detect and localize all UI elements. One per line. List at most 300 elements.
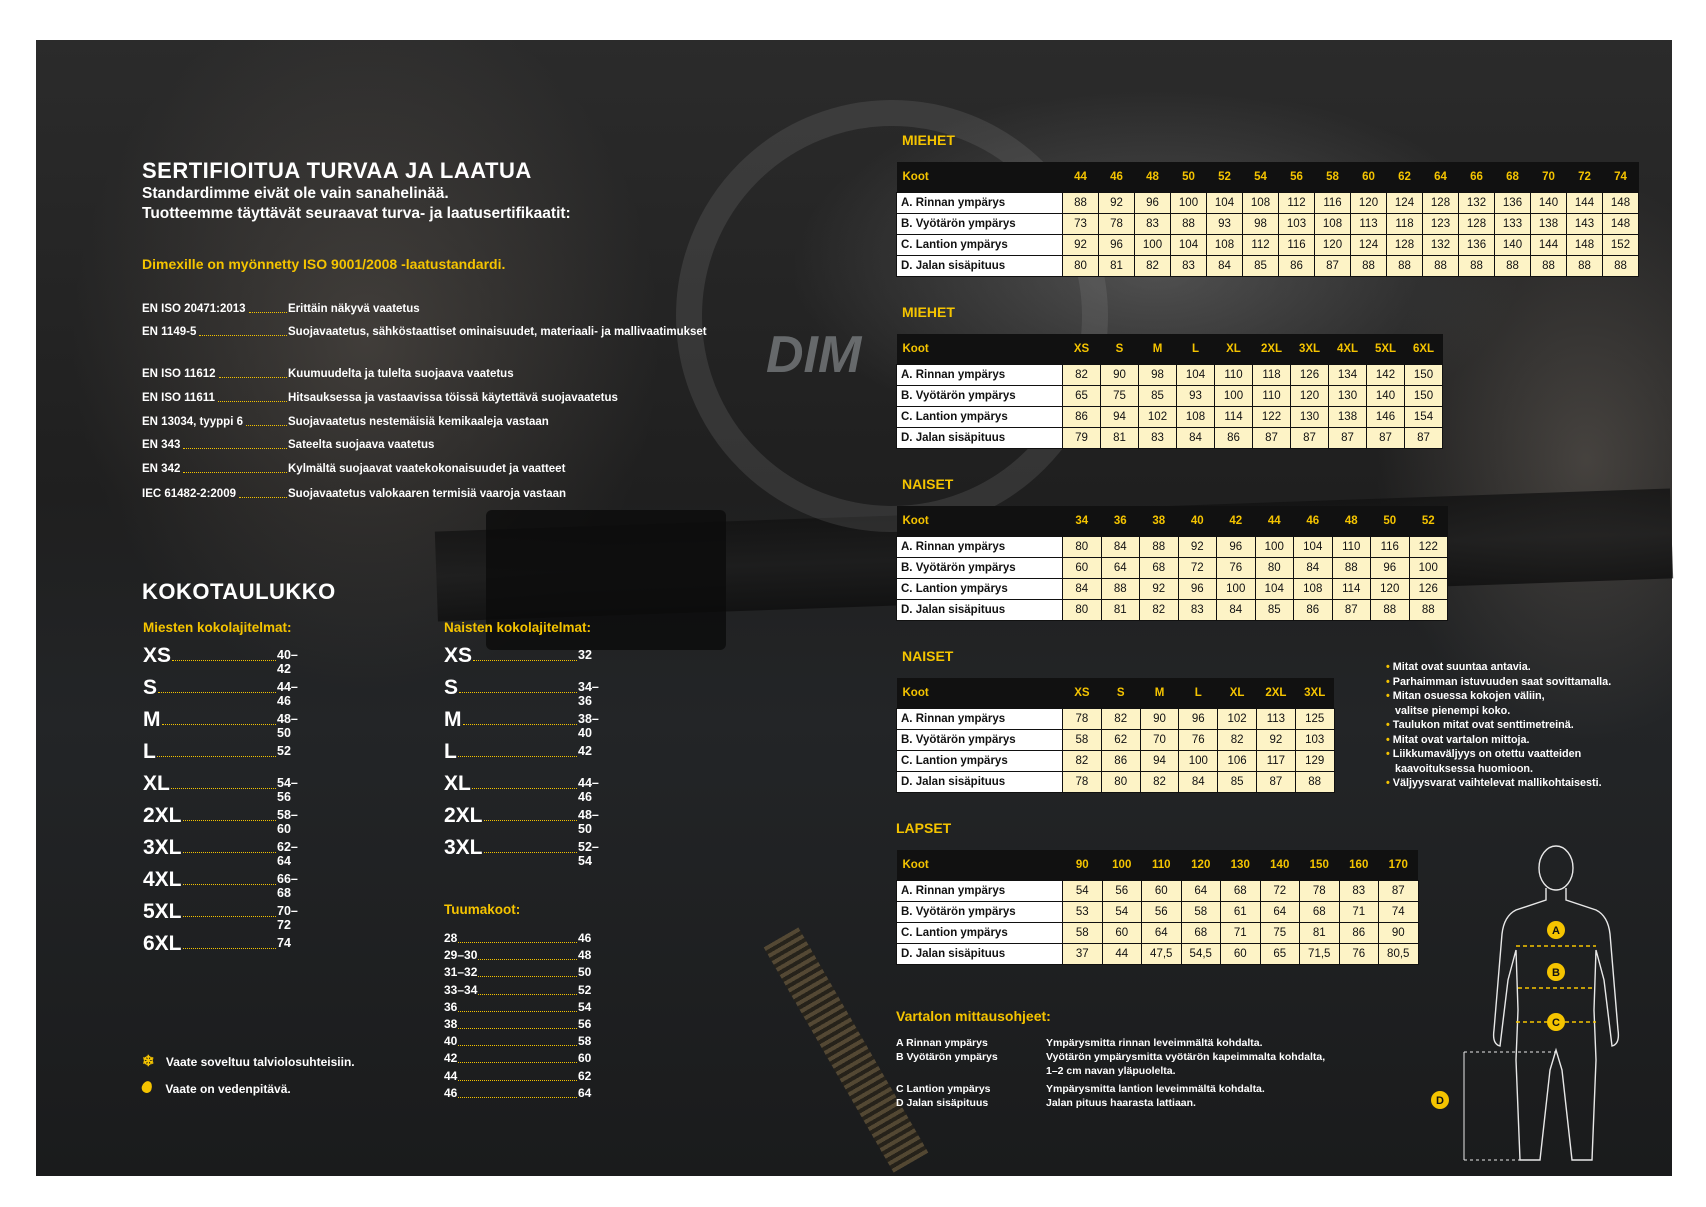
row-label: A. Rinnan ympärys — [897, 537, 1063, 558]
table-cell: 120 — [1315, 235, 1351, 256]
size-column-header: 170 — [1379, 850, 1419, 881]
table-cell: 54 — [1102, 902, 1142, 923]
inch-value: 48 — [578, 948, 592, 963]
table-cell: 104 — [1255, 579, 1294, 600]
measure-key: C Lantion ympärys — [896, 1083, 991, 1095]
row-label: C. Lantion ympärys — [897, 235, 1063, 256]
table-cell: 90 — [1101, 365, 1139, 386]
table-cell: 116 — [1371, 537, 1410, 558]
table-cell: 73 — [1063, 214, 1099, 235]
size-column-header: 6XL — [1405, 334, 1443, 365]
table-cell: 61 — [1221, 902, 1261, 923]
table-cell: 81 — [1101, 428, 1139, 449]
marker-a — [1547, 921, 1565, 939]
table-cell: 60 — [1102, 923, 1142, 944]
table-cell: 86 — [1101, 751, 1140, 772]
inch-value: 56 — [578, 1017, 592, 1031]
table-cell: 82 — [1218, 730, 1257, 751]
size-column-header: M — [1139, 334, 1177, 365]
dot-leader — [458, 1028, 577, 1029]
table-cell: 64 — [1101, 558, 1140, 579]
size-label: 5XL — [143, 900, 182, 923]
table-cell: 92 — [1099, 193, 1135, 214]
size-table — [896, 850, 1419, 965]
table-row — [897, 235, 1639, 256]
size-notes — [1386, 660, 1611, 791]
table-cell: 54,5 — [1181, 944, 1221, 965]
size-table — [896, 162, 1639, 277]
size-table-title: NAISET — [902, 648, 954, 664]
table-row — [897, 881, 1419, 902]
measure-desc: Ympärysmitta lantion leveimmältä kohdalta. — [1046, 1083, 1265, 1095]
table-cell: 60 — [1063, 558, 1102, 579]
table-cell: 117 — [1256, 751, 1295, 772]
table-cell: 85 — [1255, 600, 1294, 621]
note-line — [1386, 689, 1611, 704]
table-cell: 93 — [1177, 386, 1215, 407]
table-cell: 87 — [1291, 428, 1329, 449]
size-column-header: XS — [1063, 678, 1102, 709]
table-cell: 90 — [1379, 923, 1419, 944]
table-cell: 60 — [1221, 944, 1261, 965]
note-line — [1386, 660, 1611, 675]
table-cell: 88 — [1295, 772, 1334, 793]
table-cell: 148 — [1603, 214, 1639, 235]
row-label: C. Lantion ympärys — [897, 751, 1063, 772]
measure-title: Vartalon mittausohjeet: — [896, 1008, 1051, 1024]
table-row — [897, 256, 1639, 277]
note-line — [1386, 718, 1611, 733]
table-cell: 140 — [1367, 386, 1405, 407]
table-cell: 82 — [1101, 709, 1140, 730]
cert-description: Kuumuudelta ja tulelta suojaava vaatetus — [288, 368, 514, 380]
table-cell: 88 — [1351, 256, 1387, 277]
table-row — [897, 730, 1335, 751]
size-column-header: L — [1177, 334, 1215, 365]
table-cell: 110 — [1215, 365, 1253, 386]
size-row — [143, 804, 298, 836]
table-row — [897, 902, 1419, 923]
note-text: Mitan osuessa kokojen väliin, — [1392, 690, 1545, 702]
dot-leader — [199, 334, 287, 336]
table-cell: 150 — [1405, 365, 1443, 386]
table-cell: 82 — [1063, 751, 1102, 772]
table-cell: 144 — [1567, 193, 1603, 214]
note-text: Liikkumaväljyys on otettu vaatteiden — [1392, 748, 1582, 760]
size-column-header: 34 — [1063, 506, 1102, 537]
dot-leader — [158, 692, 276, 693]
table-cell: 96 — [1371, 558, 1410, 579]
cert-code: EN ISO 20471:2013 — [142, 303, 246, 315]
table-cell: 70 — [1140, 730, 1179, 751]
table-cell: 54 — [1063, 881, 1103, 902]
table-cell: 113 — [1351, 214, 1387, 235]
size-value: 48–50 — [578, 808, 599, 836]
size-column-header: 2XL — [1256, 678, 1295, 709]
inch-row — [444, 999, 592, 1014]
table-cell: 76 — [1179, 730, 1218, 751]
size-row — [143, 900, 298, 932]
table-cell: 58 — [1181, 902, 1221, 923]
table-cell: 126 — [1409, 579, 1448, 600]
cert-item — [142, 487, 702, 517]
size-column-header: 72 — [1567, 162, 1603, 193]
size-column-header: 90 — [1063, 850, 1103, 881]
cert-description: Erittäin näkyvä vaatetus — [288, 303, 420, 315]
size-row — [444, 644, 592, 668]
size-column-header: 36 — [1101, 506, 1140, 537]
dot-leader — [183, 948, 276, 949]
size-column-header: 52 — [1207, 162, 1243, 193]
table-cell: 103 — [1295, 730, 1334, 751]
row-label: A. Rinnan ympärys — [897, 881, 1063, 902]
table-cell: 88 — [1063, 193, 1099, 214]
table-cell: 86 — [1339, 923, 1379, 944]
row-label: A. Rinnan ympärys — [897, 709, 1063, 730]
measure-key: B Vyötärön ympärys — [896, 1051, 998, 1063]
dot-leader — [458, 1080, 577, 1081]
table-cell: 96 — [1217, 537, 1256, 558]
size-table — [896, 334, 1443, 449]
table-cell: 132 — [1423, 235, 1459, 256]
table-cell: 84 — [1217, 600, 1256, 621]
size-row — [143, 836, 298, 868]
cert-description: Hitsauksessa ja vastaavissa töissä käytettävä suojavaatetus — [288, 392, 618, 404]
inch-label: 38 — [444, 1017, 458, 1031]
table-cell: 64 — [1260, 902, 1300, 923]
cert-description: Kylmältä suojaavat vaatekokonaisuudet ja vaatteet — [288, 463, 566, 475]
table-cell: 94 — [1101, 407, 1139, 428]
inch-row — [444, 931, 592, 945]
size-value: 54–56 — [277, 776, 298, 804]
table-cell: 72 — [1178, 558, 1217, 579]
table-cell: 86 — [1215, 428, 1253, 449]
size-chart-title: KOKOTAULUKKO — [142, 579, 336, 604]
table-cell: 142 — [1367, 365, 1405, 386]
table-cell: 128 — [1387, 235, 1423, 256]
size-table-header — [897, 850, 1419, 881]
table-cell: 125 — [1295, 709, 1334, 730]
measure-desc: Vyötärön ympärysmitta vyötärön kapeimmalta kohdalta, — [1046, 1051, 1326, 1063]
table-cell: 88 — [1531, 256, 1567, 277]
cert-code: EN 1149-5 — [142, 326, 197, 338]
dot-leader — [473, 660, 577, 661]
table-cell: 88 — [1371, 600, 1410, 621]
table-cell: 108 — [1243, 193, 1279, 214]
table-row — [897, 751, 1335, 772]
table-cell: 104 — [1177, 365, 1215, 386]
size-label: S — [143, 676, 158, 699]
table-cell: 88 — [1495, 256, 1531, 277]
size-row — [444, 836, 599, 868]
size-label: 3XL — [143, 836, 182, 859]
size-label: 4XL — [143, 868, 182, 891]
cert-item — [142, 325, 707, 355]
size-column-header: 60 — [1351, 162, 1387, 193]
row-label: D. Jalan sisäpituus — [897, 772, 1063, 793]
koot-header: Koot — [897, 850, 1063, 881]
table-cell: 148 — [1603, 193, 1639, 214]
table-cell: 87 — [1315, 256, 1351, 277]
table-cell: 100 — [1171, 193, 1207, 214]
marker-d — [1431, 1091, 1449, 1109]
table-cell: 88 — [1101, 579, 1140, 600]
table-cell: 87 — [1256, 772, 1295, 793]
size-column-header: 48 — [1135, 162, 1171, 193]
size-label: XL — [444, 772, 471, 795]
table-cell: 76 — [1339, 944, 1379, 965]
size-column-header: 2XL — [1253, 334, 1291, 365]
table-row — [897, 923, 1419, 944]
cert-code: EN 13034, tyyppi 6 — [142, 416, 243, 428]
inch-value: 54 — [578, 999, 592, 1014]
size-row — [143, 708, 298, 740]
inch-row — [444, 1051, 592, 1066]
table-cell: 96 — [1179, 709, 1218, 730]
table-row — [897, 428, 1443, 449]
size-table-header — [897, 678, 1335, 709]
table-cell: 138 — [1329, 407, 1367, 428]
row-label: C. Lantion ympärys — [897, 407, 1063, 428]
inch-value: 64 — [578, 1085, 592, 1100]
table-cell: 53 — [1063, 902, 1103, 923]
size-table-title: NAISET — [902, 476, 954, 492]
table-cell: 100 — [1217, 579, 1256, 600]
koot-header: Koot — [897, 506, 1063, 537]
table-cell: 80 — [1101, 772, 1140, 793]
certification-title: SERTIFIOITUA TURVAA JA LAATUA — [142, 158, 532, 183]
koot-header: Koot — [897, 162, 1063, 193]
table-cell: 80 — [1063, 600, 1102, 621]
table-cell: 120 — [1371, 579, 1410, 600]
cert-code: EN ISO 11611 — [142, 392, 215, 404]
bullet-icon: • — [1386, 733, 1393, 746]
cert-code: EN 342 — [142, 463, 181, 475]
bullet-icon: • — [1386, 690, 1393, 702]
dot-leader — [249, 311, 287, 313]
size-column-header: 46 — [1294, 506, 1333, 537]
catalog-page — [36, 40, 1672, 1176]
table-cell: 96 — [1135, 193, 1171, 214]
size-row — [444, 708, 599, 740]
table-cell: 96 — [1099, 235, 1135, 256]
size-label: XS — [444, 644, 473, 667]
row-label: B. Vyötärön ympärys — [897, 730, 1063, 751]
table-cell: 98 — [1243, 214, 1279, 235]
table-cell: 118 — [1387, 214, 1423, 235]
table-cell: 47,5 — [1142, 944, 1182, 965]
size-column-header: XS — [1063, 334, 1101, 365]
size-column-header: 5XL — [1367, 334, 1405, 365]
dot-leader — [172, 660, 276, 661]
table-cell: 128 — [1423, 193, 1459, 214]
size-column-header: 70 — [1531, 162, 1567, 193]
size-value: 34–36 — [578, 680, 599, 708]
table-cell: 80 — [1063, 537, 1102, 558]
size-value: 62–64 — [277, 840, 298, 868]
table-cell: 87 — [1367, 428, 1405, 449]
table-cell: 75 — [1101, 386, 1139, 407]
table-cell: 79 — [1063, 428, 1101, 449]
table-row — [897, 709, 1335, 730]
table-cell: 56 — [1142, 902, 1182, 923]
dot-leader — [478, 976, 577, 977]
table-cell: 71 — [1221, 923, 1261, 944]
marker-c-label: C — [1552, 1017, 1560, 1029]
row-label: C. Lantion ympärys — [897, 923, 1063, 944]
table-cell: 113 — [1256, 709, 1295, 730]
size-row — [444, 740, 592, 764]
snowflake-icon: ❄ — [142, 1053, 155, 1070]
table-cell: 83 — [1135, 214, 1171, 235]
table-cell: 100 — [1255, 537, 1294, 558]
dot-leader — [458, 1011, 577, 1012]
table-cell: 88 — [1567, 256, 1603, 277]
measure-desc: Jalan pituus haarasta lattiaan. — [1046, 1097, 1196, 1109]
size-column-header: 50 — [1171, 162, 1207, 193]
table-cell: 81 — [1101, 600, 1140, 621]
note-line — [1386, 675, 1611, 690]
size-label: M — [143, 708, 161, 731]
table-cell: 138 — [1531, 214, 1567, 235]
table-cell: 108 — [1177, 407, 1215, 428]
note-text: Mitat ovat suuntaa antavia. — [1392, 661, 1531, 673]
note-text: Parhaimman istuvuuden saat sovittamalla. — [1392, 675, 1612, 688]
size-column-header: 68 — [1495, 162, 1531, 193]
bullet-icon: • — [1386, 661, 1393, 673]
table-cell: 100 — [1409, 558, 1448, 579]
dot-leader — [458, 756, 577, 757]
measure-key: D Jalan sisäpituus — [896, 1097, 989, 1109]
table-cell: 136 — [1459, 235, 1495, 256]
table-cell: 132 — [1459, 193, 1495, 214]
row-label: B. Vyötärön ympärys — [897, 386, 1063, 407]
row-label: C. Lantion ympärys — [897, 579, 1063, 600]
table-cell: 120 — [1291, 386, 1329, 407]
size-table-header — [897, 334, 1443, 365]
size-column-header: 54 — [1243, 162, 1279, 193]
table-row — [897, 386, 1443, 407]
note-line — [1386, 747, 1611, 762]
inch-label: 31–32 — [444, 965, 478, 980]
dot-leader — [239, 496, 287, 498]
table-cell: 37 — [1063, 944, 1103, 965]
inch-value: 50 — [578, 965, 592, 980]
table-cell: 144 — [1531, 235, 1567, 256]
table-cell: 104 — [1207, 193, 1243, 214]
table-cell: 104 — [1294, 537, 1333, 558]
dot-leader — [478, 959, 577, 960]
table-cell: 68 — [1140, 558, 1179, 579]
size-label: L — [444, 740, 457, 763]
table-cell: 114 — [1215, 407, 1253, 428]
size-label: L — [143, 740, 156, 763]
table-cell: 88 — [1423, 256, 1459, 277]
marker-a-label: A — [1552, 925, 1560, 937]
table-cell: 143 — [1567, 214, 1603, 235]
table-cell: 133 — [1495, 214, 1531, 235]
dot-leader — [484, 820, 577, 821]
dot-leader — [472, 788, 577, 789]
table-cell: 60 — [1142, 881, 1182, 902]
table-cell: 114 — [1332, 579, 1371, 600]
size-table — [896, 506, 1448, 621]
size-row — [143, 772, 298, 804]
table-cell: 136 — [1495, 193, 1531, 214]
table-cell: 92 — [1140, 579, 1179, 600]
table-cell: 87 — [1332, 600, 1371, 621]
note-line — [1386, 762, 1611, 777]
table-cell: 87 — [1329, 428, 1367, 449]
table-cell: 78 — [1099, 214, 1135, 235]
table-cell: 71 — [1339, 902, 1379, 923]
size-column-header: L — [1179, 678, 1218, 709]
dot-leader — [219, 376, 287, 378]
measure-desc: Ympärysmitta rinnan leveimmältä kohdalta. — [1046, 1037, 1263, 1049]
size-label: M — [444, 708, 462, 731]
size-value: 70–72 — [277, 904, 298, 932]
legend-winter — [142, 1052, 355, 1070]
size-value: 52 — [277, 744, 291, 758]
koot-header: Koot — [897, 678, 1063, 709]
table-cell: 94 — [1140, 751, 1179, 772]
size-column-header: 120 — [1181, 850, 1221, 881]
size-column-header: 58 — [1315, 162, 1351, 193]
table-cell: 80 — [1063, 256, 1099, 277]
inch-label: 46 — [444, 1085, 458, 1100]
table-cell: 83 — [1171, 256, 1207, 277]
table-cell: 134 — [1329, 365, 1367, 386]
inch-row — [444, 948, 592, 963]
size-row — [444, 676, 599, 708]
table-cell: 78 — [1063, 772, 1102, 793]
note-text: kaavoituksessa huomioon. — [1395, 762, 1534, 775]
cert-description: Suojavaatetus, sähköstaattiset ominaisuudet, materiaali- ja mallivaatimukset — [288, 326, 707, 338]
koot-header: Koot — [897, 334, 1063, 365]
dot-leader — [171, 788, 276, 789]
marker-b — [1547, 963, 1565, 981]
table-cell: 65 — [1063, 386, 1101, 407]
table-row — [897, 558, 1448, 579]
marker-d-label: D — [1436, 1095, 1444, 1107]
table-cell: 83 — [1178, 600, 1217, 621]
inch-row — [444, 1085, 592, 1100]
table-cell: 87 — [1253, 428, 1291, 449]
dot-leader — [458, 1097, 577, 1098]
cert-description: Suojavaatetus valokaaren termisiä vaaroja vastaan — [288, 488, 567, 500]
table-cell: 85 — [1243, 256, 1279, 277]
dot-leader — [463, 724, 577, 725]
table-cell: 75 — [1260, 923, 1300, 944]
inch-value: 58 — [578, 1034, 592, 1049]
dot-leader — [478, 994, 577, 995]
table-cell: 78 — [1300, 881, 1340, 902]
table-cell: 92 — [1256, 730, 1295, 751]
dot-leader — [183, 820, 276, 821]
note-text: Väljyysvarat vaihtelevat mallikohtaisesti. — [1392, 777, 1602, 789]
table-cell: 78 — [1063, 709, 1102, 730]
table-cell: 154 — [1405, 407, 1443, 428]
size-column-header: 62 — [1387, 162, 1423, 193]
table-cell: 88 — [1409, 600, 1448, 621]
table-cell: 150 — [1405, 386, 1443, 407]
inch-value: 46 — [578, 931, 592, 945]
inch-value: 52 — [578, 982, 592, 997]
inch-row — [444, 1017, 592, 1031]
note-text: Mitat ovat vartalon mittoja. — [1392, 733, 1530, 746]
size-row — [143, 868, 298, 900]
size-value: 44–46 — [277, 680, 298, 708]
